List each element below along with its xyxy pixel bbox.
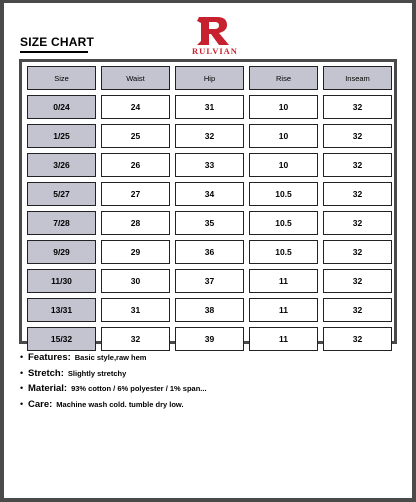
table-cell: 31 [175, 95, 244, 119]
row-size-label: 11/30 [27, 269, 96, 293]
feature-value: Machine wash cold. tumble dry low. [56, 399, 184, 409]
bullet-icon: • [20, 383, 24, 393]
feature-label: Material: [28, 383, 68, 394]
feature-label: Care: [28, 398, 53, 410]
feature-list [20, 352, 207, 414]
table-cell: 32 [323, 124, 392, 148]
bullet-icon: • [20, 367, 24, 378]
table-cell: 10 [249, 153, 318, 177]
table-cell: 34 [175, 182, 244, 206]
row-size-label: 0/24 [27, 95, 96, 119]
row-size-label: 13/31 [27, 298, 96, 322]
table-cell: 32 [101, 327, 170, 351]
row-size-label: 1/25 [27, 124, 96, 148]
table-cell: 39 [175, 327, 244, 351]
feature-label: Stretch: [28, 367, 64, 379]
page-title: SIZE CHART [20, 35, 94, 49]
brand-r-icon [195, 15, 235, 47]
column-header: Rise [249, 66, 318, 90]
feature-item [20, 352, 207, 368]
table-cell: 10.5 [249, 211, 318, 235]
title-underline [20, 51, 88, 53]
table-cell: 32 [323, 95, 392, 119]
size-chart-grid [27, 66, 392, 351]
table-cell: 10.5 [249, 240, 318, 264]
table-cell: 24 [101, 95, 170, 119]
table-cell: 32 [323, 153, 392, 177]
bullet-icon: • [20, 352, 24, 362]
feature-value: Basic style,raw hem [74, 353, 147, 362]
column-header: Inseam [323, 66, 392, 90]
feature-item [20, 368, 207, 384]
table-cell: 28 [101, 211, 170, 235]
table-cell: 32 [323, 211, 392, 235]
table-cell: 36 [175, 240, 244, 264]
row-size-label: 9/29 [27, 240, 96, 264]
table-cell: 32 [323, 240, 392, 264]
table-cell: 29 [101, 240, 170, 264]
feature-item [20, 383, 207, 399]
table-cell: 38 [175, 298, 244, 322]
table-cell: 26 [101, 153, 170, 177]
table-cell: 31 [101, 298, 170, 322]
table-cell: 32 [323, 298, 392, 322]
table-cell: 10.5 [249, 182, 318, 206]
row-size-label: 3/26 [27, 153, 96, 177]
table-cell: 11 [249, 269, 318, 293]
table-cell: 11 [249, 327, 318, 351]
table-cell: 32 [323, 327, 392, 351]
size-chart-table [19, 59, 397, 344]
row-size-label: 7/28 [27, 211, 96, 235]
column-header: Size [27, 66, 96, 90]
table-cell: 35 [175, 211, 244, 235]
feature-label: Features: [28, 352, 71, 363]
table-cell: 32 [323, 269, 392, 293]
feature-value: 93% cotton / 6% polyester / 1% span... [71, 384, 207, 393]
table-cell: 25 [101, 124, 170, 148]
row-size-label: 5/27 [27, 182, 96, 206]
feature-value: Slightly stretchy [67, 368, 127, 378]
table-cell: 32 [175, 124, 244, 148]
table-cell: 27 [101, 182, 170, 206]
bullet-icon: • [20, 398, 24, 409]
brand-logo [183, 13, 247, 59]
table-cell: 11 [249, 298, 318, 322]
table-cell: 30 [101, 269, 170, 293]
table-cell: 10 [249, 124, 318, 148]
column-header: Waist [101, 66, 170, 90]
table-cell: 10 [249, 95, 318, 119]
table-cell: 32 [323, 182, 392, 206]
table-cell: 33 [175, 153, 244, 177]
feature-item [20, 399, 207, 415]
brand-name: RULVIAN [192, 46, 238, 56]
row-size-label: 15/32 [27, 327, 96, 351]
table-cell: 37 [175, 269, 244, 293]
column-header: Hip [175, 66, 244, 90]
